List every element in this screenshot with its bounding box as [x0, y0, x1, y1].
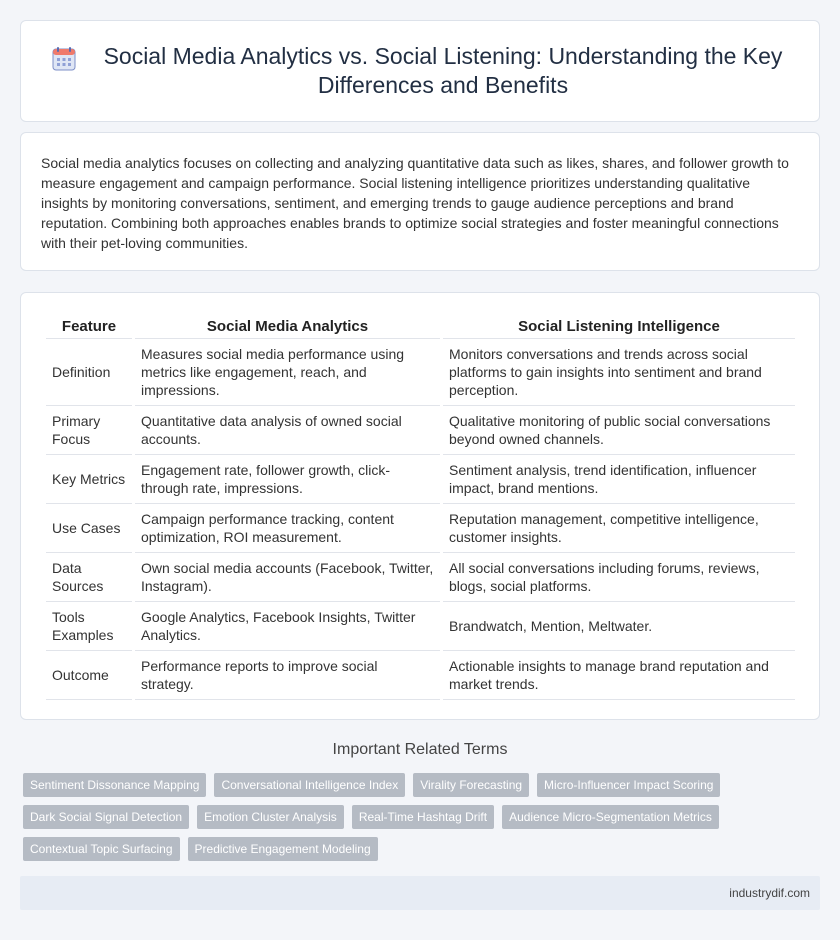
calendar-icon	[51, 46, 77, 72]
table-row	[46, 455, 795, 504]
table-row	[46, 602, 795, 651]
listening-cell: Reputation management, competitive intelligence, customer insights.	[443, 504, 795, 553]
feature-cell: Use Cases	[46, 504, 132, 553]
table-header-row	[46, 313, 795, 339]
related-term-tag[interactable]: Sentiment Dissonance Mapping	[23, 773, 206, 797]
table-row	[46, 553, 795, 602]
analytics-cell: Campaign performance tracking, content optimization, ROI measurement.	[135, 504, 440, 553]
analytics-cell: Engagement rate, follower growth, click-through rate, impressions.	[135, 455, 440, 504]
listening-cell: Qualitative monitoring of public social conversations beyond owned channels.	[443, 406, 795, 455]
analytics-cell: Own social media accounts (Facebook, Twitter, Instagram).	[135, 553, 440, 602]
feature-cell: Primary Focus	[46, 406, 132, 455]
footer-site-link[interactable]: industrydif.com	[729, 886, 810, 900]
related-term-tag[interactable]: Predictive Engagement Modeling	[188, 837, 378, 861]
related-term-tag[interactable]: Contextual Topic Surfacing	[23, 837, 180, 861]
analytics-cell: Google Analytics, Facebook Insights, Twitter Analytics.	[135, 602, 440, 651]
listening-cell: Monitors conversations and trends across social platforms to gain insights into sentiment and brand perception.	[443, 339, 795, 406]
header-social-media-analytics: Social Media Analytics	[135, 313, 440, 339]
table-row	[46, 651, 795, 700]
comparison-table	[43, 313, 798, 700]
listening-cell: Actionable insights to manage brand reputation and market trends.	[443, 651, 795, 700]
analytics-cell: Measures social media performance using metrics like engagement, reach, and impressions.	[135, 339, 440, 406]
page-title: Social Media Analytics vs. Social Listening: Understanding the Key Differences and Benefits	[103, 43, 783, 98]
analytics-cell: Performance reports to improve social strategy.	[135, 651, 440, 700]
intro-paragraph: Social media analytics focuses on collecting and analyzing quantitative data such as likes, shares, and follower growth to measure engagement and campaign performance. Social listening intelligence prioritizes understanding qualitative insights by monitoring conversations, sentiment, and emerging trends to gauge audience perceptions and brand reputation. Combining both approaches enables brands to optimize social strategies and foster meaningful connections with their pet-loving communities.	[41, 155, 789, 251]
related-term-tag[interactable]: Real-Time Hashtag Drift	[352, 805, 494, 829]
table-row	[46, 504, 795, 553]
related-terms-title: Important Related Terms	[332, 741, 508, 758]
feature-cell: Tools Examples	[46, 602, 132, 651]
related-term-tag[interactable]: Emotion Cluster Analysis	[197, 805, 344, 829]
listening-cell: All social conversations including forums, reviews, blogs, social platforms.	[443, 553, 795, 602]
related-term-tag[interactable]: Dark Social Signal Detection	[23, 805, 189, 829]
intro-card	[20, 132, 820, 271]
header-card	[20, 20, 820, 122]
table-row	[46, 339, 795, 406]
feature-cell: Key Metrics	[46, 455, 132, 504]
footer-bar	[20, 876, 820, 910]
related-term-tag[interactable]: Conversational Intelligence Index	[214, 773, 405, 797]
feature-cell: Outcome	[46, 651, 132, 700]
header-feature: Feature	[46, 313, 132, 339]
related-term-tag[interactable]: Virality Forecasting	[413, 773, 529, 797]
related-term-tag[interactable]: Micro-Influencer Impact Scoring	[537, 773, 720, 797]
table-row	[46, 406, 795, 455]
listening-cell: Brandwatch, Mention, Meltwater.	[443, 602, 795, 651]
header-social-listening-intelligence: Social Listening Intelligence	[443, 313, 795, 339]
comparison-table-card	[20, 292, 820, 720]
related-terms-list	[23, 773, 813, 869]
listening-cell: Sentiment analysis, trend identification, influencer impact, brand mentions.	[443, 455, 795, 504]
related-term-tag[interactable]: Audience Micro-Segmentation Metrics	[502, 805, 719, 829]
feature-cell: Data Sources	[46, 553, 132, 602]
feature-cell: Definition	[46, 339, 132, 406]
analytics-cell: Quantitative data analysis of owned social accounts.	[135, 406, 440, 455]
